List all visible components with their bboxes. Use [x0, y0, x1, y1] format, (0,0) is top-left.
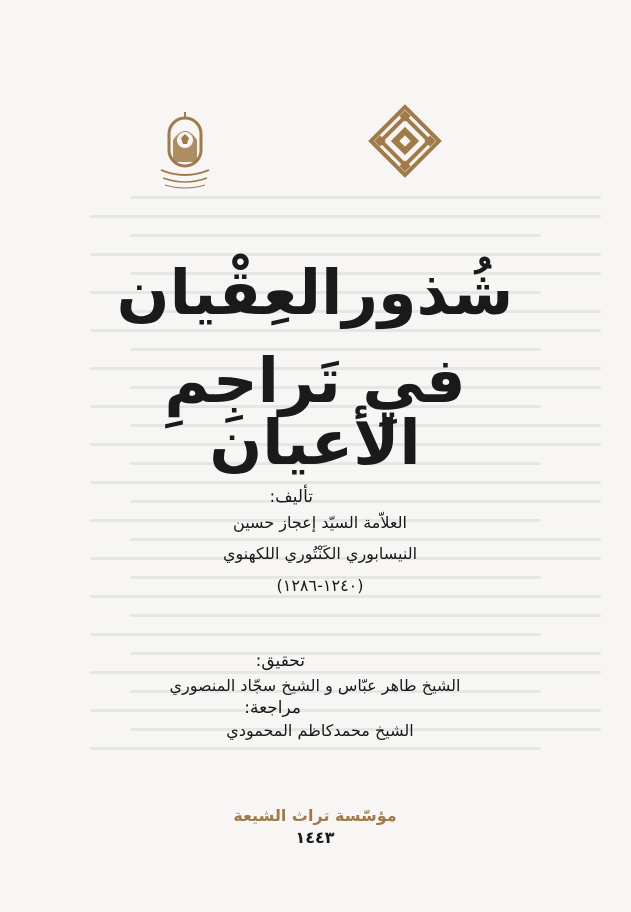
institute-dome-logo-icon: [155, 110, 215, 192]
author-label: تأليف:: [269, 487, 313, 507]
publication-year: ١٤٤٣: [295, 828, 335, 847]
review-label: مراجعة:: [244, 698, 301, 718]
geometric-kufic-logo-icon: [368, 104, 442, 178]
author-name: العلاّمة السيّد إعجاز حسين: [233, 513, 407, 532]
editing-label: تحقيق:: [255, 651, 305, 671]
author-dates: (١٢٤٠-١٢٨٦): [276, 576, 364, 595]
editors: الشيخ طاهر عبّاس و الشيخ سجّاد المنصوري: [169, 676, 461, 695]
book-title-line-2: فيِ تَراجِمِ الأعيان: [164, 344, 466, 479]
publisher-name: مؤسّسة تراث الشيعة: [233, 806, 397, 825]
author-nisba: النيسابوري الكَنْتُوري اللكهنوي: [222, 544, 418, 563]
book-title-line-1: شُذورالعِقْيان: [116, 256, 514, 329]
reviewer: الشيخ محمدكاظم المحمودي: [226, 721, 414, 740]
